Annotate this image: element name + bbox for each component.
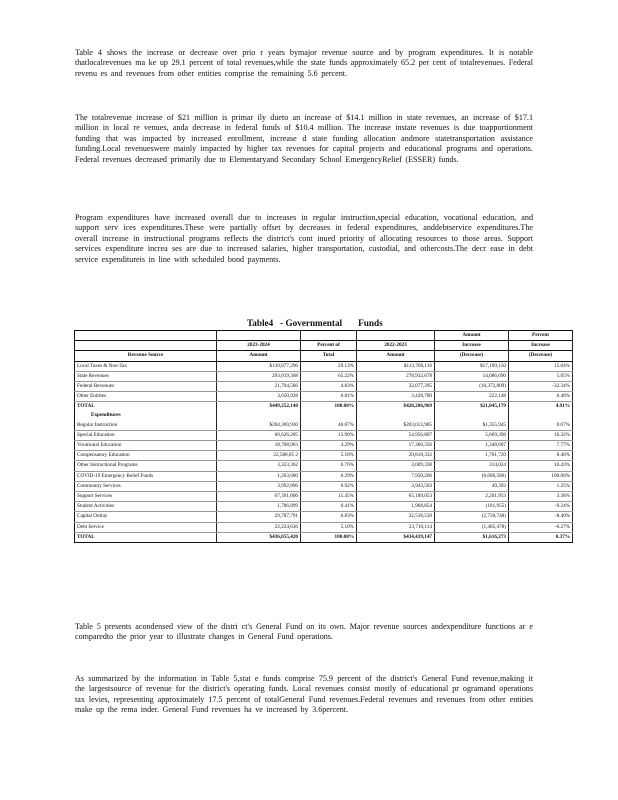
cell-pd: -32.34% xyxy=(509,381,573,391)
header-year-2023-2024: 2023-2024 xyxy=(217,341,301,351)
cell-pd: 6.48% xyxy=(509,392,573,402)
row-label: Vocational Education xyxy=(75,441,217,451)
row-label: State Revenues xyxy=(75,371,217,381)
cell-pd: 7.77% xyxy=(509,441,573,451)
cell-d: $21,045,179 xyxy=(435,402,509,412)
cell-p: 4.29% xyxy=(301,441,357,451)
cell-b: $113,768,116 xyxy=(357,361,435,371)
expenditure-total-row xyxy=(75,532,573,542)
cell-b: $203,013,985 xyxy=(357,421,435,431)
cell-d: (10,372,809) xyxy=(435,381,509,391)
header-amount-change-c: (Decrease) xyxy=(435,351,509,361)
cell-a: 3,650,928 xyxy=(217,392,301,402)
header-percent-of: Percent of xyxy=(301,341,357,351)
header-amount-change-a: Amount xyxy=(435,331,509,341)
expenditure-row xyxy=(75,421,573,431)
row-label: Local Taxes & Non-Tax xyxy=(75,361,217,371)
cell-b: 1,968,854 xyxy=(357,502,435,512)
cell-pd: 0.37% xyxy=(509,532,573,542)
cell-b: 23,710,114 xyxy=(357,522,435,532)
cell-p: 0.81% xyxy=(301,392,357,402)
cell-a: 18,708,963 xyxy=(217,441,301,451)
cell-pd: 4.91% xyxy=(509,402,573,412)
header-amount-current: Amount xyxy=(217,351,301,361)
cell-p: 4.83% xyxy=(301,381,357,391)
cell-d: 222,148 xyxy=(435,392,509,402)
header-total: Total xyxy=(301,351,357,361)
cell-b: 278,932,678 xyxy=(357,371,435,381)
row-label: Compensatory Education xyxy=(75,451,217,461)
expenditure-row xyxy=(75,471,573,481)
cell-p: 0.41% xyxy=(301,502,357,512)
cell-b: $428,206,969 xyxy=(357,402,435,412)
header-percent-change-a: Percent xyxy=(509,331,573,341)
table-caption: Table4 - Governmental Funds xyxy=(247,318,383,328)
cell-pd: 5.05% xyxy=(509,371,573,381)
cell-pd: -6.27% xyxy=(509,522,573,532)
expenditure-row xyxy=(75,522,573,532)
cell-d: (6,686,586) xyxy=(435,471,509,481)
header-percent-change-b: Increase xyxy=(509,341,573,351)
header-blank xyxy=(75,331,217,341)
cell-d: (2,730,748) xyxy=(435,512,509,522)
expenditures-section-row xyxy=(75,412,573,421)
paragraph-program-expenditures: Program expenditures have increased overall due to increases in regular instruction,special education, vocational education, and support serv ices expenditures.These were partially offset by decreases in federal expenditures, anddebtservice expenditures.The overall increase in instructional programs reflects the district's cont inued priority of allocating resources to those areas. Support services expenditure increa ses are due to increased salaries, higher transportation, custodial, and othercosts.The decr ease in debt service expenditureis in line with scheduled bond payments. xyxy=(75,213,533,264)
cell-a: 60,626,205 xyxy=(217,430,301,440)
expenditure-row xyxy=(75,451,573,461)
cell-pd: 1.25% xyxy=(509,481,573,491)
expenditure-row xyxy=(75,430,573,440)
cell-a: 22,224,636 xyxy=(217,522,301,532)
cell-a: $130,877,296 xyxy=(217,361,301,371)
row-label: Debt Service xyxy=(75,522,217,532)
cell-a: $204,369,930 xyxy=(217,421,301,431)
cell-pd: 10.32% xyxy=(509,430,573,440)
header-amount-change-b: Increase xyxy=(435,341,509,351)
row-label: Other Instructional Programs xyxy=(75,461,217,471)
expenditure-row xyxy=(75,441,573,451)
cell-d: $17,109,150 xyxy=(435,361,509,371)
expenditure-row xyxy=(75,512,573,522)
cell-pd: 0.67% xyxy=(509,421,573,431)
row-label: Support Services xyxy=(75,492,217,502)
cell-d: 14,086,690 xyxy=(435,371,509,381)
row-label: Federal Revenues xyxy=(75,381,217,391)
expenditure-row xyxy=(75,492,573,502)
row-label: Capital Outlay xyxy=(75,512,217,522)
row-label: COVID-19 Emergency Relief Funds xyxy=(75,471,217,481)
expenditure-row xyxy=(75,481,573,491)
expenditure-row xyxy=(75,502,573,512)
cell-a: 21,704,586 xyxy=(217,381,301,391)
expenditures-label: Expenditures xyxy=(75,412,217,421)
cell-a: 29,787,791 xyxy=(217,512,301,522)
paragraph-general-fund-summary: As summarized by the information in Table 5,stat e funds comprise 75.9 percent of the district's General Fund revenue,making it the largestsource of revenue for the district's operating funds. Local revenues consist mostly of educational pr ogramand operations tax levies, representing approximately 17.5 percent of totalGeneral Fund revenues.Federal revenues and revenues from other entities make up the rema inder. General Fund revenues ha ve increased by 3.6percent. xyxy=(75,674,533,715)
cell-p: 100.00% xyxy=(301,532,357,542)
cell-pd: -9.24% xyxy=(509,502,573,512)
cell-d: 1,761,720 xyxy=(435,451,509,461)
header-revenue-source: Revenue Source xyxy=(75,351,217,361)
cell-b: 32,518,539 xyxy=(357,512,435,522)
cell-a: 293,019,368 xyxy=(217,371,301,381)
cell-b: 32,077,395 xyxy=(357,381,435,391)
paragraph-revenue-increase: The totalrevenue increase of $21 million is primar ily dueto an increase of $14.1 million in state revenues, an increase of $17.1 million in local re venues, anda decrease in federal funds of $10.4 million. The increase instate revenues is due toapportionment funding that was impacted by increased enrollment, increase d state funding allocation andmore statetransportation assistance funding.Local revenueswere mainly impacted by higher tax revenues for capital projects and educational programs and operations. Federal revenues decreased primarily due to Elementaryand Secondary School EmergencyRelief (ESSER) funds. xyxy=(75,113,533,164)
cell-p: 0.76% xyxy=(301,461,357,471)
cell-a: 3,323,362 xyxy=(217,461,301,471)
revenue-row xyxy=(75,381,573,391)
cell-d: $1,616,273 xyxy=(435,532,509,542)
row-label: Other Entities xyxy=(75,392,217,402)
header-amount-prior: Amount xyxy=(357,351,435,361)
cell-a: 3,992,896 xyxy=(217,481,301,491)
revenue-row xyxy=(75,392,573,402)
cell-pd: 15.04% xyxy=(509,361,573,371)
cell-p: 6.83% xyxy=(301,512,357,522)
row-label: Community Services xyxy=(75,481,217,491)
cell-pd: -8.40% xyxy=(509,512,573,522)
cell-p: 0.92% xyxy=(301,481,357,491)
cell-d: 1,348,607 xyxy=(435,441,509,451)
row-label: Special Education xyxy=(75,430,217,440)
cell-p: 5.10% xyxy=(301,522,357,532)
header-year-2022-2023: 2022-2023 xyxy=(357,341,435,351)
cell-d: (1,485,478) xyxy=(435,522,509,532)
cell-d: 2,201,953 xyxy=(435,492,509,502)
cell-b: 3,009,338 xyxy=(357,461,435,471)
revenue-total-row xyxy=(75,402,573,412)
cell-a: $436,055,420 xyxy=(217,532,301,542)
cell-b: 65,189,053 xyxy=(357,492,435,502)
cell-p: 5.18% xyxy=(301,451,357,461)
cell-a: $449,252,148 xyxy=(217,402,301,412)
cell-pd: 100.00% xyxy=(509,471,573,481)
cell-p: 0.29% xyxy=(301,471,357,481)
cell-a: 22,580,05 2 xyxy=(217,451,301,461)
cell-d: (181,955) xyxy=(435,502,509,512)
cell-p: 100.00% xyxy=(301,402,357,412)
cell-b: 3,943,503 xyxy=(357,481,435,491)
paragraph-table4-summary: Table 4 shows the increase or decrease over prio r years bymajor revenue source and by program expenditures. It is notable thatlocalrevenues ma ke up 29.1 percent of total revenues,while the state funds approximately 65.2 per cent of totalrevenues. Federal revenu es and revenues from other entities comprise the remaining 5.6 percent. xyxy=(75,48,533,78)
cell-pd: 10.43% xyxy=(509,461,573,471)
row-label: TOTAL xyxy=(75,402,217,412)
cell-d: 5,669,398 xyxy=(435,430,509,440)
cell-a: 1,263,680 xyxy=(217,471,301,481)
cell-d: 314,024 xyxy=(435,461,509,471)
cell-d: $1,355,945 xyxy=(435,421,509,431)
expenditure-row xyxy=(75,461,573,471)
cell-p: 13.90% xyxy=(301,430,357,440)
header-percent-change-c: (Decrease) xyxy=(509,351,573,361)
cell-a: 1,786,899 xyxy=(217,502,301,512)
governmental-funds-table xyxy=(74,330,573,543)
row-label: Student Activities xyxy=(75,502,217,512)
cell-d: 49,393 xyxy=(435,481,509,491)
cell-b: $434,439,147 xyxy=(357,532,435,542)
cell-p: 15.45% xyxy=(301,492,357,502)
paragraph-table5-intro: Table 5 presents acondensed view of the distri ct's General Fund on its own. Major revenue sources andexpenditure functions ar e comparedto the prior year to illustrate changes in General Fund operations. xyxy=(75,622,533,642)
cell-b: 7,950,266 xyxy=(357,471,435,481)
cell-pd: 8.46% xyxy=(509,451,573,461)
cell-p: 29.13% xyxy=(301,361,357,371)
cell-b: 3,428,780 xyxy=(357,392,435,402)
cell-b: 17,360,356 xyxy=(357,441,435,451)
cell-b: 20,818,332 xyxy=(357,451,435,461)
cell-pd: 3.38% xyxy=(509,492,573,502)
row-label: Regular Instruction xyxy=(75,421,217,431)
revenue-row xyxy=(75,361,573,371)
cell-a: 67,391,006 xyxy=(217,492,301,502)
revenue-row xyxy=(75,371,573,381)
cell-b: 54,956,807 xyxy=(357,430,435,440)
cell-p: 65.22% xyxy=(301,371,357,381)
row-label: TOTAL xyxy=(75,532,217,542)
cell-p: 46.87% xyxy=(301,421,357,431)
